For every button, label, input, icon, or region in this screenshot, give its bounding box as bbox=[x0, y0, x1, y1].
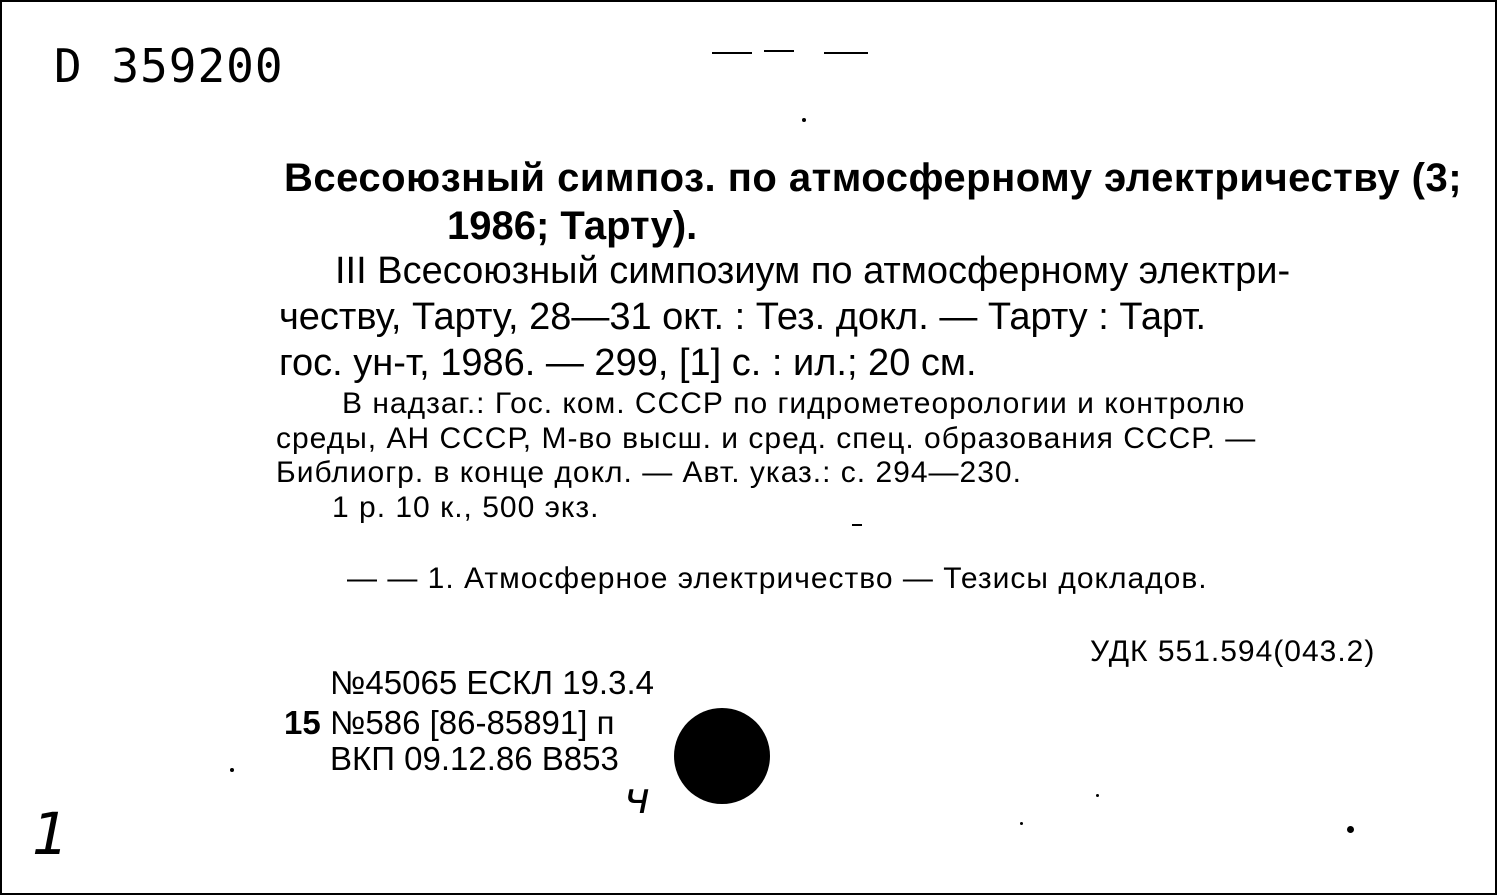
title-line-3: гос. ун-т, 1986. — 299, [1] с. : ил.; 20 см. bbox=[279, 342, 977, 384]
handwritten-mark: ч bbox=[624, 773, 650, 824]
ink-speck bbox=[712, 52, 752, 54]
registry-line-1: №45065 ЕСКЛ 19.3.4 bbox=[330, 664, 654, 701]
subject-heading: — — 1. Атмосферное электричество — Тезисы докладов. bbox=[347, 562, 1208, 595]
note-line-1: В надзаг.: Гос. ком. СССР по гидрометеорологии и контролю bbox=[342, 387, 1246, 420]
call-number: D 359200 bbox=[54, 39, 284, 93]
card-punch-hole bbox=[674, 708, 770, 804]
note-line-3: Библиогр. в конце докл. — Авт. указ.: с. 294—230. bbox=[276, 456, 1022, 489]
ink-speck bbox=[852, 524, 862, 526]
title-line-1: III Всесоюзный симпозиум по атмосферному электри- bbox=[335, 250, 1291, 292]
udc-code: УДК 551.594(043.2) bbox=[1090, 635, 1376, 668]
heading-line-2: 1986; Тарту). bbox=[447, 204, 698, 248]
ink-speck bbox=[824, 52, 868, 54]
note-line-2: среды, АН СССР, М-во высш. и сред. спец. образования СССР. — bbox=[276, 422, 1257, 455]
ink-speck bbox=[1096, 794, 1099, 797]
ink-speck bbox=[230, 768, 234, 772]
ink-speck bbox=[1020, 822, 1023, 825]
ink-speck bbox=[1347, 826, 1354, 833]
registry-line-2: №586 [86-85891] п bbox=[330, 704, 615, 741]
ink-speck bbox=[802, 118, 806, 122]
ink-speck bbox=[764, 50, 794, 52]
heading-line-1: Всесоюзный симпоз. по атмосферному электричеству (3; bbox=[284, 156, 1463, 200]
registry-prefix: 15 bbox=[284, 704, 321, 741]
title-line-2: честву, Тарту, 28—31 окт. : Тез. докл. — Тарту : Тарт. bbox=[279, 296, 1207, 338]
registry-line-3: ВКП 09.12.86 В853 bbox=[330, 740, 619, 777]
handwritten-number: 1 bbox=[32, 800, 69, 868]
price-line: 1 р. 10 к., 500 экз. bbox=[332, 491, 600, 524]
